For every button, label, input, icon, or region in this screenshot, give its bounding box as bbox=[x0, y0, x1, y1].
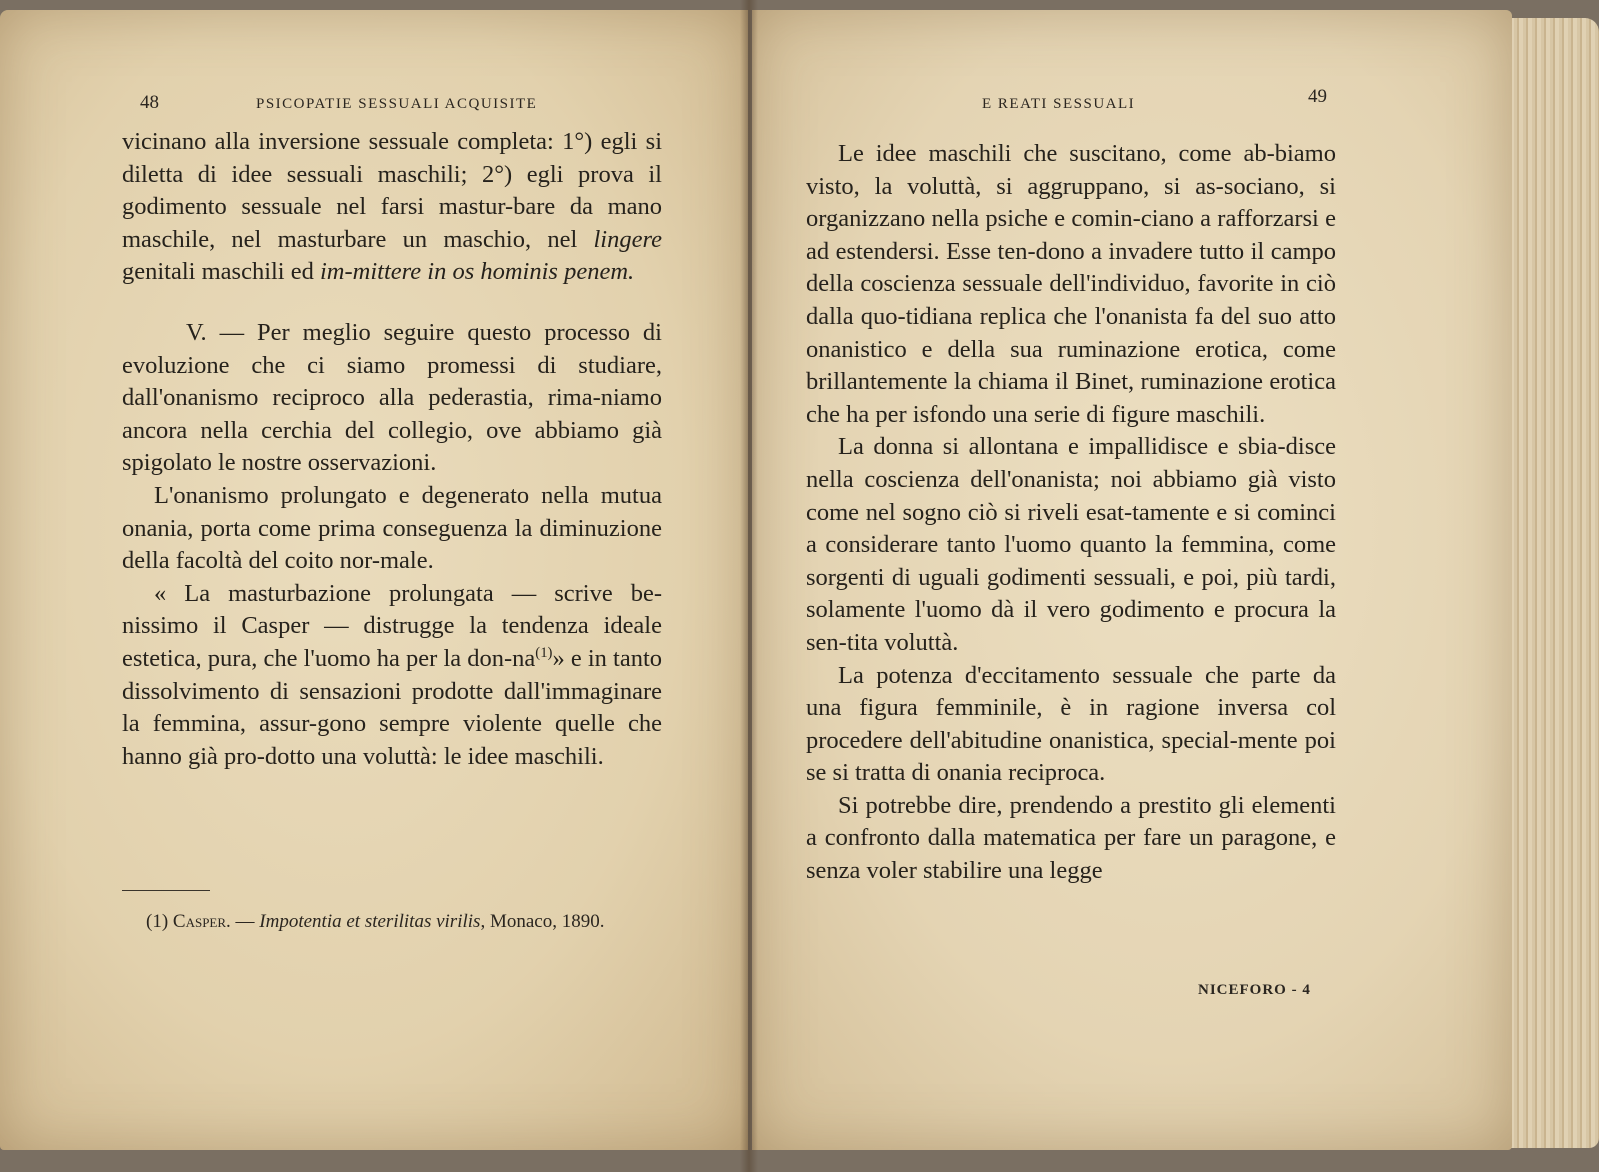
footnote: (1) Casper. — Impotentia et sterilitas virilis, Monaco, 1890. bbox=[146, 911, 605, 932]
footnote-rule bbox=[122, 890, 210, 891]
page-number: 48 bbox=[140, 92, 159, 113]
paragraph: Si potrebbe dire, prendendo a prestito gli elementi a confronto dalla matematica per fare un paragone, e senza voler stabilire una legge bbox=[806, 791, 1336, 885]
footnote-ref: (1) bbox=[535, 644, 553, 661]
paragraph: La potenza d'eccitamento sessuale che parte da una figura femminile, è in ragione inversa col procedere dell'abitudine onanistica, special-mente poi se si tratta di onania reciproca. bbox=[806, 661, 1336, 787]
section-paragraph: V. — Per meglio seguire questo processo di evoluzione che ci siamo promessi di studiare, dall'onanismo reciproco alla pederastia, rima-niamo ancora nella cerchia del collegio, ove abbiamo già spigolato le nostre osservazioni. bbox=[122, 318, 662, 477]
book-gutter bbox=[740, 0, 758, 1172]
paragraph: La donna si allontana e impallidisce e sbia-disce nella coscienza dell'onanista; noi abbiamo già visto come nel sogno ciò si riveli esat-tamente e si cominci a considerare tanto l'uomo quanto la femmina, come sorgenti di uguali godimenti sessuali, e poi, più tardi, solamente l'uomo dà il vero godimento e procura la sen-tita voluttà. bbox=[806, 433, 1336, 656]
paragraph: L'onanismo prolungato e degenerato nella mutua onania, porta come prima conseguenza la diminuzione della facoltà del coito nor-male. bbox=[122, 481, 662, 575]
running-head: PSICOPATIE SESSUALI ACQUISITE bbox=[256, 96, 538, 112]
page-edges bbox=[1505, 18, 1599, 1148]
left-body-text bbox=[122, 126, 662, 773]
right-body-text bbox=[806, 138, 1336, 888]
page-number: 49 bbox=[1308, 86, 1327, 107]
right-page bbox=[752, 10, 1512, 1150]
quote-paragraph: « La masturbazione prolungata — scrive be-nissimo il Casper — distrugge la tendenza ideale estetica, pura, che l'uomo ha per la don-$na^{(1)}$» e in tanto dissolvimento di sensazioni prodotte dall'immaginare la femmina, assur-gono sempre violente quelle che hanno già pro-dotto una voluttà: le idee maschili. bbox=[122, 579, 662, 770]
signature-mark: NICEFORO - 4 bbox=[1198, 982, 1311, 998]
paragraph: Le idee maschili che suscitano, come ab-biamo visto, la voluttà, si aggruppano, si as-sociano, si organizzano nella psiche e comin-ciano a rafforzarsi e ad estendersi. Esse ten-dono a invadere tutto il campo della coscienza sessuale dell'individuo, favorite in ciò dalla quo-tidiana replica che l'onanista fa del suo atto onanistico e della sua ruminazione erotica, come brillantemente la chiama il Binet, ruminazione erotica che ha per isfondo una serie di figure maschili. bbox=[806, 140, 1336, 428]
running-head: E REATI SESSUALI bbox=[982, 96, 1136, 112]
left-page bbox=[0, 10, 748, 1150]
paragraph: vicinano alla inversione sessuale completa: 1°) egli si diletta di idee sessuali maschili; 2°) egli prova il godimento sessuale nel farsi mastur-bare da mano maschile, nel masturbare un maschio, nel lingere genitali maschili ed im-mittere in os hominis penem. bbox=[122, 128, 662, 286]
